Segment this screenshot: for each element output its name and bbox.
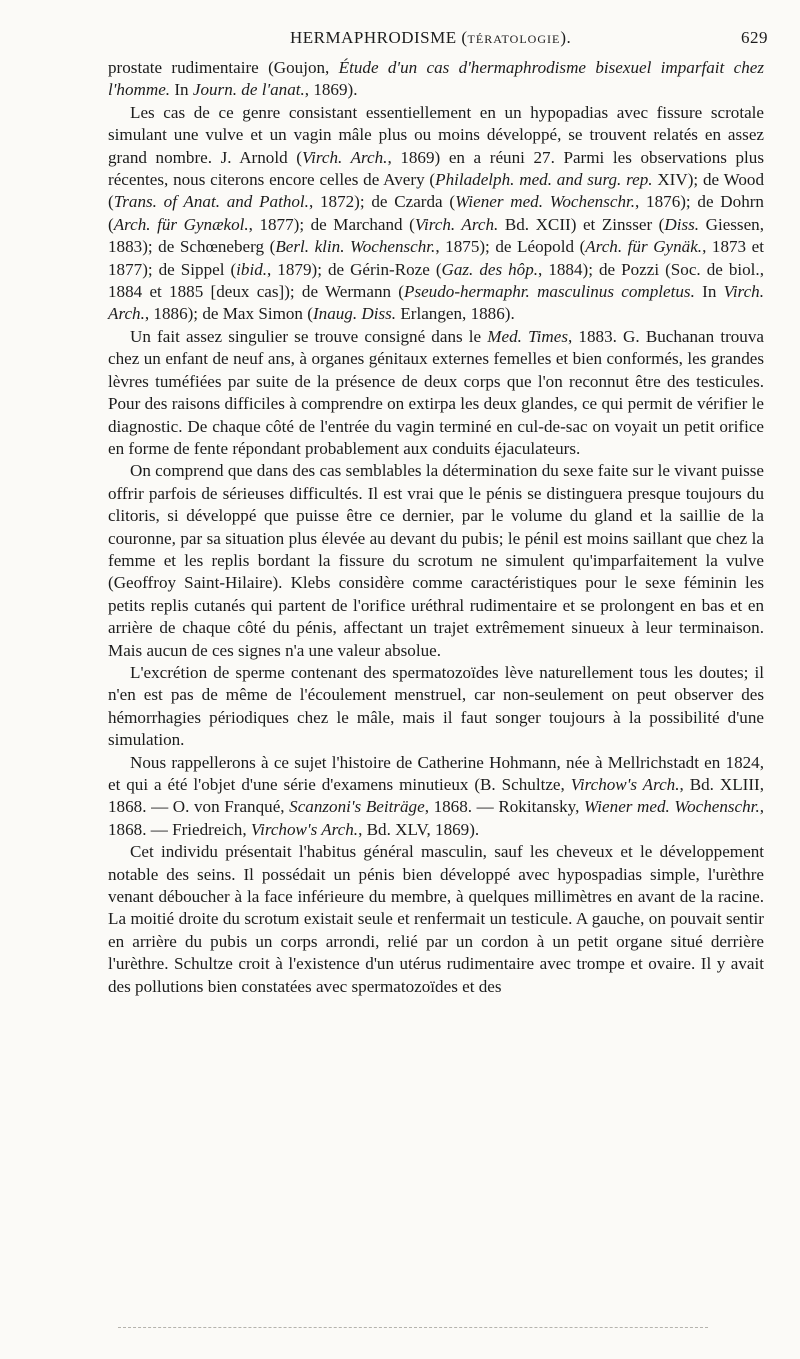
paragraph-continued: prostate rudimentaire (Goujon, Étude d'un cas d'hermaphrodisme bisexuel imparfait chez l'homme. In Journ. de l'anat., 1869).	[108, 58, 764, 100]
paragraph-hypospadias-cases: Les cas de ce genre consistant essentiellement en un hypopadias avec fissure scrotale simulant une vulve et un vagin mâle plus ou moins développé, se trouvent relatés en assez grand nombre. J. Arnold (Virch. Arch., 1869) en a réuni 27. Parmi les observations plus récentes, nous citerons encore celles de Avery (Philadelph. med. and surg. rep. XIV); de Wood (Trans. of Anat. and Pathol., 1872); de Czarda (Wiener med. Wochenschr., 1876); de Dohrn (Arch. für Gynækol., 1877); de Marchand (Virch. Arch. Bd. XCII) et Zinsser (Diss. Giessen, 1883); de Schœneberg (Berl. klin. Wochenschr., 1875); de Léopold (Arch. für Gynäk., 1873 et 1877); de Sippel (ibid., 1879); de Gérin-Roze (Gaz. des hôp., 1884); de Pozzi (Soc. de biol., 1884 et 1885 [deux cas]); de Wermann (Pseudo-hermaphr. masculinus completus. In Virch. Arch., 1886); de Max Simon (Inaug. Diss. Erlangen, 1886).	[108, 102, 765, 324]
paragraph-hohmann-history: Nous rappellerons à ce sujet l'histoire de Catherine Hohmann, née à Mellrichstadt en 1824, et qui a été l'objet d'une série d'examens minutieux (B. Schultze, Virchow's Arch., Bd. XLIII, 1868. — O. von Franqué, Scanzoni's Beiträge, 1868. — Rokitansky, Wiener med. Wochenschr., 1868. — Friedreich, Virchow's Arch., Bd. XLV, 1869).	[108, 752, 764, 839]
page-number: 629	[741, 28, 768, 47]
paragraph-buchanan-case: Un fait assez singulier se trouve consigné dans le Med. Times, 1883. G. Buchanan trouva chez un enfant de neuf ans, à organes génitaux externes femelles et bien conformés, les grandes lèvres tuméfiées par suite de la présence de deux corps que l'on reconnut être des testicules. Pour des raisons difficiles à comprendre on extirpa les deux glandes, ce qui permit de vérifier le diagnostic. De chaque côté de l'entrée du vagin terminé en cul-de-sac on voyait un petit orifice en forme de fente répondant probablement aux conduits éjaculateurs.	[108, 326, 764, 458]
footer-rule	[118, 1327, 708, 1328]
title-close: ).	[560, 28, 572, 47]
running-title	[290, 28, 571, 48]
title-subject: TÉRATOLOGIE	[467, 32, 561, 46]
main-text	[108, 57, 764, 998]
title-main: HERMAPHRODISME (	[290, 28, 468, 47]
running-header	[108, 28, 768, 54]
paragraph-individual-description: Cet individu présentait l'habitus général masculin, sauf les cheveux et le développement notable des seins. Il possédait un pénis bien développé avec hypospadias simple, l'urèthre venant déboucher à la face inférieure du membre, à quelques millimètres en avant de la racine. La moitié droite du scrotum existait seule et renfermait un testicule. A gauche, on pouvait sentir en arrière du pubis un corps arrondi, relié par un cordon à un petit organe situé derrière l'urèthre. Schultze croit à l'existence d'un utérus rudimentaire avec trompe et ovaire. Il y avait des pollutions bien constatées avec spermatozoïdes et des	[108, 842, 764, 996]
paragraph-sex-determination: On comprend que dans des cas semblables la détermination du sexe faite sur le vivant puisse offrir parfois de sérieuses difficultés. Il est vrai que le pénis se distinguera presque toujours du clitoris, si développé que puisse être ce dernier, par le volume du gland et la saillie de la couronne, par sa situation plus élevée au devant du pubis; le pénil est moins saillant que chez la femme et les replis bordant la fissure du scrotum ne simulent qu'imparfaitement la vulve (Geoffroy Saint-Hilaire). Klebs considère comme caractéristiques pour le sexe féminin les petits replis cutanés qui partent de l'orifice uréthral rudimentaire et se prolongent en bas et en arrière de chaque côté du pénis, affectant un trajet extrêmement sinueux à leur terminaison. Mais aucun de ces signes n'a une valeur absolue.	[108, 461, 764, 660]
paragraph-sperm-excretion: L'excrétion de sperme contenant des spermatozoïdes lève naturellement tous les doutes; il n'en est pas de même de l'écoulement menstruel, car non-seulement on peut observer des hémorrhagies périodiques chez le mâle, mais il faut songer toujours à la possibilité d'une simulation.	[108, 662, 764, 750]
